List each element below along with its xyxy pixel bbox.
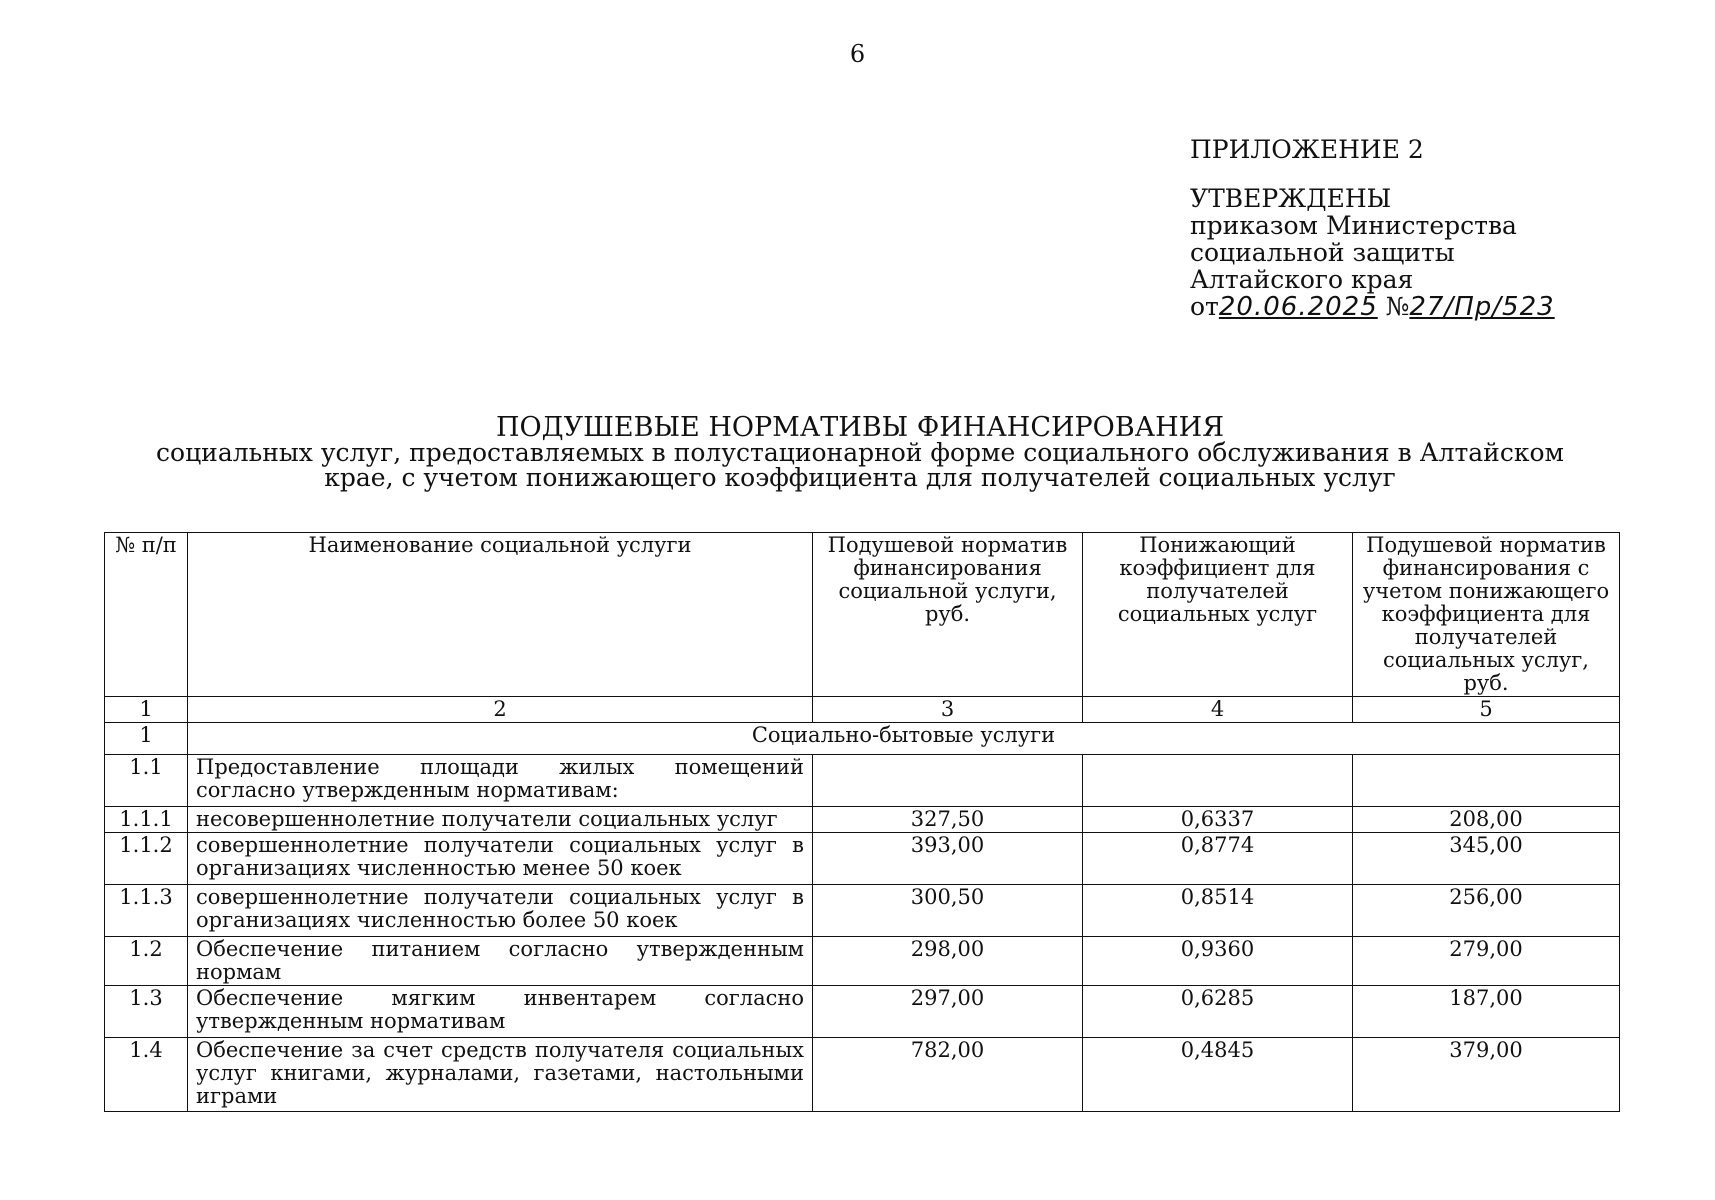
order-number-handwritten: 27/Пр/523 xyxy=(1409,292,1555,322)
table-row xyxy=(105,755,1620,807)
row-coefficient: 0,8514 xyxy=(1083,885,1353,937)
approval-block xyxy=(1190,136,1555,321)
row-service-name: Обеспечение мягким инвентарем согласно утвержденным нормативам xyxy=(188,986,813,1038)
row-result: 208,00 xyxy=(1353,807,1620,833)
table-row xyxy=(105,986,1620,1038)
date-prefix: от xyxy=(1190,292,1219,321)
row-result: 256,00 xyxy=(1353,885,1620,937)
order-date-handwritten: 20.06.2025 xyxy=(1218,292,1378,322)
table-row xyxy=(105,833,1620,885)
row-result xyxy=(1353,755,1620,807)
row-norm xyxy=(813,755,1083,807)
header-coefficient: Понижающий коэффициент для получателей социальных услуг xyxy=(1083,533,1353,697)
header-norm: Подушевой норматив финансирования социальной услуги, руб. xyxy=(813,533,1083,697)
column-number: 2 xyxy=(188,697,813,723)
row-num: 1.2 xyxy=(105,937,188,986)
section-row xyxy=(105,723,1620,755)
row-coefficient: 0,4845 xyxy=(1083,1038,1353,1112)
title-line-1: ПОДУШЕВЫЕ НОРМАТИВЫ ФИНАНСИРОВАНИЯ xyxy=(495,412,1225,443)
financing-norms-table xyxy=(104,532,1620,1112)
column-number: 1 xyxy=(105,697,188,723)
approval-line-1: приказом Министерства xyxy=(1190,211,1517,240)
number-prefix: № xyxy=(1385,292,1410,321)
column-number-row xyxy=(105,697,1620,723)
row-coefficient: 0,6337 xyxy=(1083,807,1353,833)
header-service-name: Наименование социальной услуги xyxy=(188,533,813,697)
column-number: 5 xyxy=(1353,697,1620,723)
table-header-row xyxy=(105,533,1620,697)
title-line-3: крае, с учетом понижающего коэффициента для получателей социальных услуг xyxy=(324,463,1396,492)
column-number: 4 xyxy=(1083,697,1353,723)
row-num: 1.3 xyxy=(105,986,188,1038)
row-service-name: совершеннолетние получатели социальных услуг в организациях численностью менее 50 коек xyxy=(188,833,813,885)
document-title xyxy=(100,412,1620,492)
row-coefficient xyxy=(1083,755,1353,807)
column-number: 3 xyxy=(813,697,1083,723)
row-coefficient: 0,8774 xyxy=(1083,833,1353,885)
row-norm: 300,50 xyxy=(813,885,1083,937)
approval-line-3: Алтайского края xyxy=(1190,265,1414,294)
table-row xyxy=(105,885,1620,937)
row-coefficient: 0,9360 xyxy=(1083,937,1353,986)
row-norm: 782,00 xyxy=(813,1038,1083,1112)
section-label: Социально-бытовые услуги xyxy=(188,723,1620,755)
section-num: 1 xyxy=(105,723,188,755)
page-number: 6 xyxy=(849,40,866,68)
header-norm-with-coefficient: Подушевой норматив финансирования с учетом понижающего коэффициента для получателей социальных услуг, руб. xyxy=(1353,533,1620,697)
row-coefficient: 0,6285 xyxy=(1083,986,1353,1038)
row-service-name: Обеспечение за счет средств получателя социальных услуг книгами, журналами, газетами, настольными играми xyxy=(188,1038,813,1112)
row-service-name: Предоставление площади жилых помещений согласно утвержденным нормативам: xyxy=(188,755,813,807)
table-row xyxy=(105,937,1620,986)
order-date-number xyxy=(1190,293,1555,321)
row-norm: 297,00 xyxy=(813,986,1083,1038)
header-num: № п/п xyxy=(105,533,188,697)
row-num: 1.1.3 xyxy=(105,885,188,937)
row-service-name: Обеспечение питанием согласно утвержденным нормам xyxy=(188,937,813,986)
row-num: 1.4 xyxy=(105,1038,188,1112)
row-num: 1.1.1 xyxy=(105,807,188,833)
row-num: 1.1 xyxy=(105,755,188,807)
appendix-label: ПРИЛОЖЕНИЕ 2 xyxy=(1190,135,1424,164)
row-result: 345,00 xyxy=(1353,833,1620,885)
approval-line-2: социальной защиты xyxy=(1190,238,1455,267)
row-result: 279,00 xyxy=(1353,937,1620,986)
row-norm: 298,00 xyxy=(813,937,1083,986)
title-line-2: социальных услуг, предоставляемых в полустационарной форме социального обслуживания в Алтайском xyxy=(156,438,1564,467)
row-num: 1.1.2 xyxy=(105,833,188,885)
row-result: 187,00 xyxy=(1353,986,1620,1038)
row-result: 379,00 xyxy=(1353,1038,1620,1112)
approved-label: УТВЕРЖДЕНЫ xyxy=(1190,184,1392,213)
table-row xyxy=(105,807,1620,833)
row-service-name: несовершеннолетние получатели социальных услуг xyxy=(188,807,813,833)
row-norm: 393,00 xyxy=(813,833,1083,885)
row-norm: 327,50 xyxy=(813,807,1083,833)
table-row xyxy=(105,1038,1620,1112)
row-service-name: совершеннолетние получатели социальных услуг в организациях численностью более 50 коек xyxy=(188,885,813,937)
